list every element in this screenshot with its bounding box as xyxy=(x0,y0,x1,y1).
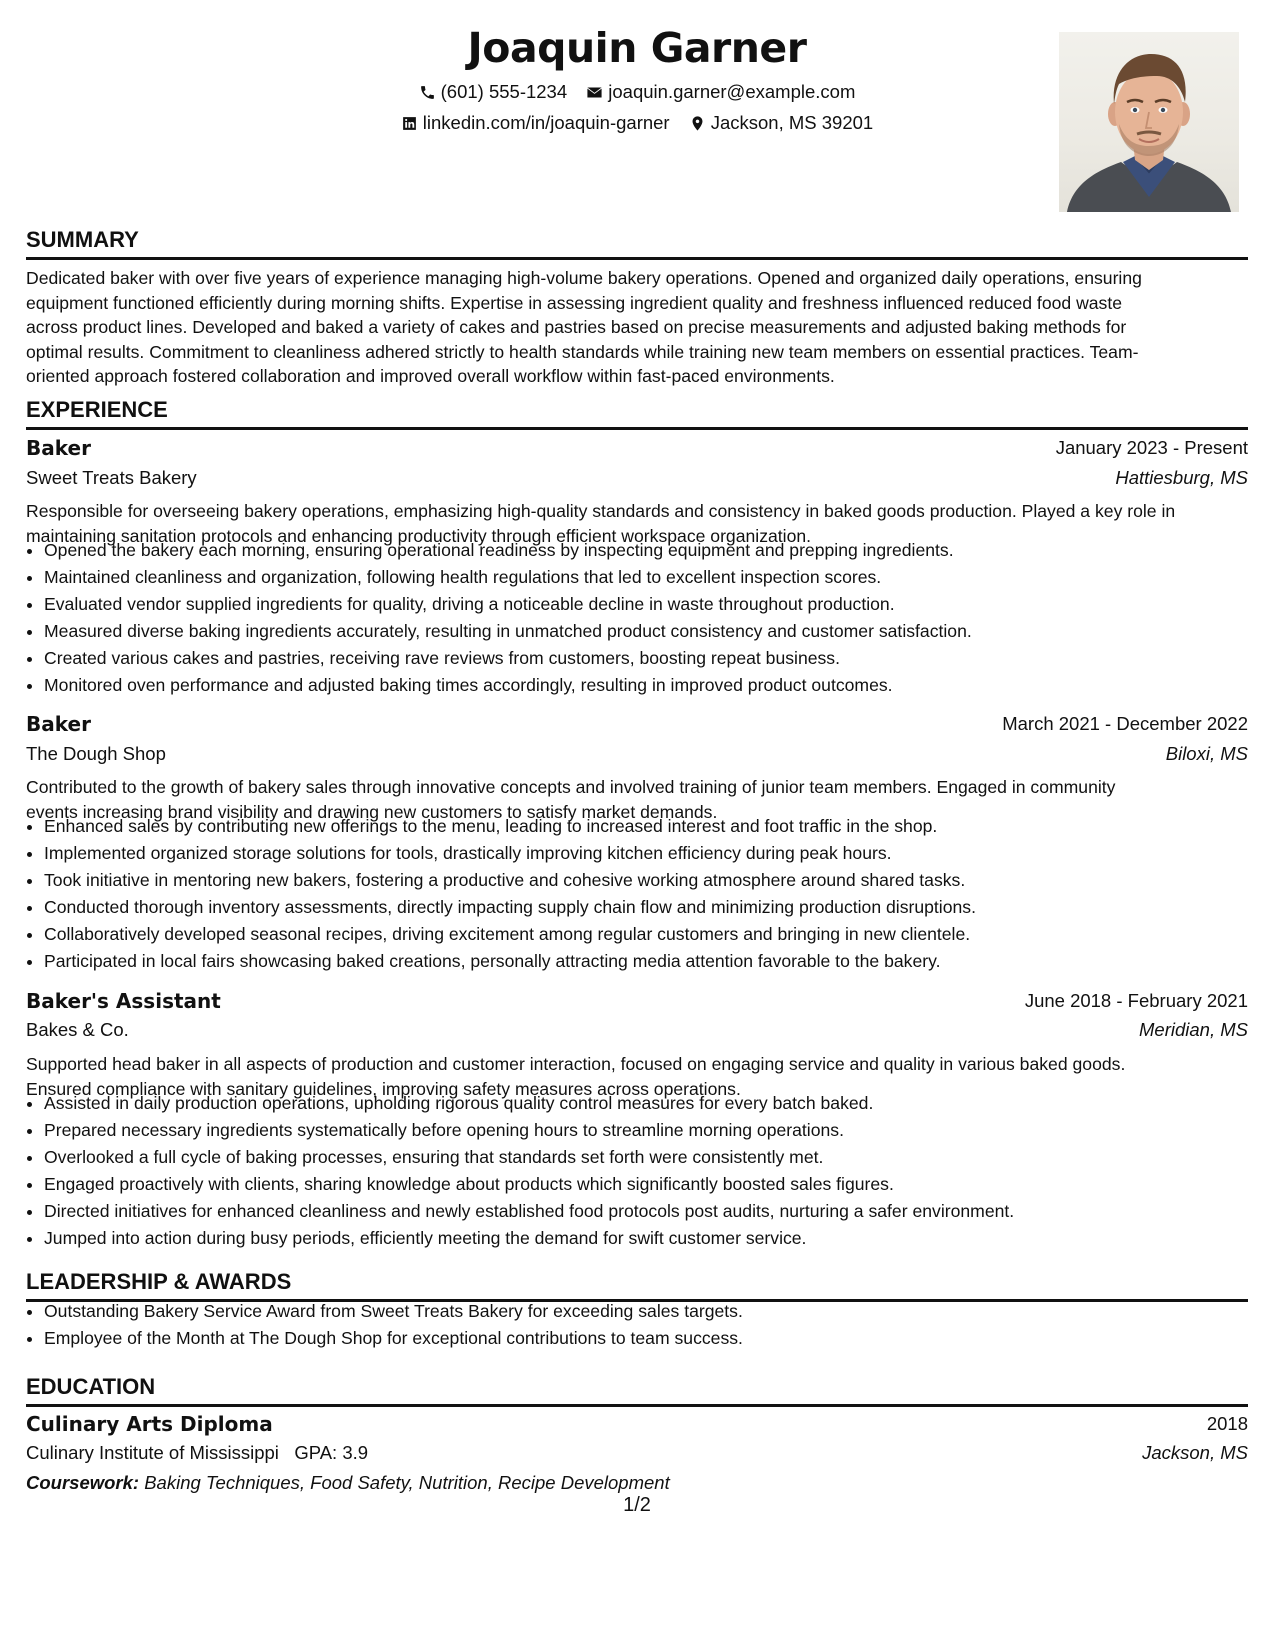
awards-list xyxy=(26,1298,1266,1352)
list-item: • Maintained cleanliness and organization, following health regulations that led to excellent inspection scores. xyxy=(44,564,1266,591)
location-contact xyxy=(689,111,873,135)
job-location: Hattiesburg, MS xyxy=(1115,467,1248,488)
school-name: Culinary Institute of Mississippi xyxy=(26,1442,279,1463)
job-title: Baker xyxy=(26,436,91,460)
job-dates: June 2018 - February 2021 xyxy=(1024,990,1248,1011)
job-description: Contributed to the growth of bakery sales through innovative concepts and involved training of junior team members. Engaged in community events increasing brand visibility and drawing new customers to satisfy market demands. xyxy=(26,777,1116,822)
envelope-icon xyxy=(586,84,603,101)
linkedin-contact[interactable] xyxy=(401,111,670,135)
phone-icon xyxy=(419,84,436,101)
gpa: GPA: 3.9 xyxy=(294,1442,369,1463)
job-title: Baker's Assistant xyxy=(26,989,221,1013)
list-item: • Jumped into action during busy periods, efficiently meeting the demand for swift customer service. xyxy=(44,1225,1266,1252)
list-item: • Took initiative in mentoring new bakers, fostering a productive and cohesive working atmosphere around shared tasks. xyxy=(44,867,1266,894)
list-item: • Directed initiatives for enhanced cleanliness and newly established food protocols post audits, nurturing a safer environment. xyxy=(44,1198,1266,1225)
phone-contact[interactable] xyxy=(419,80,568,104)
list-item: • Participated in local fairs showcasing baked creations, personally attracting media attention favorable to the bakery. xyxy=(44,948,1266,975)
list-item: • Outstanding Bakery Service Award from Sweet Treats Bakery for exceeding sales targets. xyxy=(44,1298,1266,1325)
linkedin-text: linkedin.com/in/joaquin-garner xyxy=(422,112,670,133)
awards-heading: LEADERSHIP & AWARDS xyxy=(26,1268,1248,1302)
list-item: • Monitored oven performance and adjusted baking times accordingly, resulting in improved product outcomes. xyxy=(44,672,1266,699)
list-item: • Opened the bakery each morning, ensuring operational readiness by inspecting equipment and prepping ingredients. xyxy=(44,537,1266,564)
profile-photo xyxy=(1059,32,1239,212)
summary-heading: SUMMARY xyxy=(26,226,1248,260)
job-company: Sweet Treats Bakery xyxy=(26,467,197,488)
list-item: • Measured diverse baking ingredients accurately, resulting in unmatched product consistency and customer satisfaction. xyxy=(44,618,1266,645)
list-item: • Assisted in daily production operations, upholding rigorous quality control measures for every batch baked. xyxy=(44,1090,1266,1117)
summary-text: Dedicated baker with over five years of experience managing high-volume bakery operations. Opened and organized daily operations, ensuring equipment functioned efficiently during morning shifts. Expertise in assessing ingredient quality and freshness influenced reduced food waste across product lines. Developed and baked a variety of cakes and pastries based on precise measurements and adjusted baking methods for optimal results. Commitment to cleanliness adhered strictly to health standards while training new team members on essential practices. Team- oriented approach fostered collaboration and improved overall workflow within fast-paced environments. xyxy=(26,268,1142,386)
degree-title: Culinary Arts Diploma xyxy=(26,1412,273,1436)
job-company: The Dough Shop xyxy=(26,743,166,764)
school-location: Jackson, MS xyxy=(1142,1442,1248,1463)
job-description: Responsible for overseeing bakery operations, emphasizing high-quality standards and consistency in baked goods production. Played a key role in maintaining sanitation protocols and enhancing productivity through efficient workspace organization. xyxy=(26,501,1176,546)
job-company: Bakes & Co. xyxy=(26,1019,129,1040)
job-dates: March 2021 - December 2022 xyxy=(1002,713,1248,734)
list-item: • Overlooked a full cycle of baking processes, ensuring that standards set forth were consistently met. xyxy=(44,1144,1266,1171)
job-bullets xyxy=(26,1090,1266,1252)
list-item: • Implemented organized storage solutions for tools, drastically improving kitchen efficiency during peak hours. xyxy=(44,840,1266,867)
list-item: • Engaged proactively with clients, sharing knowledge about products which significantly boosted sales figures. xyxy=(44,1171,1266,1198)
list-item: • Evaluated vendor supplied ingredients for quality, driving a noticeable decline in waste throughout production. xyxy=(44,591,1266,618)
coursework-label: Coursework: xyxy=(26,1472,140,1493)
job-bullets xyxy=(26,813,1266,975)
list-item: • Prepared necessary ingredients systematically before opening hours to streamline morning operations. xyxy=(44,1117,1266,1144)
job-title: Baker xyxy=(26,712,91,736)
coursework-list: Baking Techniques, Food Safety, Nutrition, Recipe Development xyxy=(144,1472,670,1493)
map-pin-icon xyxy=(689,115,706,132)
list-item: • Employee of the Month at The Dough Shop for exceptional contributions to team success. xyxy=(44,1325,1266,1352)
resume-page xyxy=(26,0,1248,1650)
job-description: Supported head baker in all aspects of production and customer interaction, focused on engaging service and quality in various baked goods. Ensured compliance with sanitary guidelines, improving safety measures across operations. xyxy=(26,1054,1126,1099)
list-item: • Created various cakes and pastries, receiving rave reviews from customers, boosting repeat business. xyxy=(44,645,1266,672)
graduation-year: 2018 xyxy=(1206,1413,1248,1434)
list-item: • Collaboratively developed seasonal recipes, driving excitement among regular customers and bringing in new clientele. xyxy=(44,921,1266,948)
job-bullets xyxy=(26,537,1266,699)
experience-heading: EXPERIENCE xyxy=(26,396,1248,430)
avatar xyxy=(1059,32,1239,212)
job-location: Biloxi, MS xyxy=(1165,743,1248,764)
candidate-name: Joaquin Garner xyxy=(467,24,807,72)
list-item: • Enhanced sales by contributing new offerings to the menu, leading to increased interest and foot traffic in the shop. xyxy=(44,813,1266,840)
linkedin-icon xyxy=(401,115,418,132)
education-heading: EDUCATION xyxy=(26,1373,1248,1407)
page-number: 1/2 xyxy=(623,1494,651,1516)
school-info xyxy=(26,1440,368,1466)
phone-text: (601) 555-1234 xyxy=(440,81,568,102)
location-text: Jackson, MS 39201 xyxy=(710,112,874,133)
email-contact[interactable] xyxy=(586,80,855,104)
job-dates: January 2023 - Present xyxy=(1055,437,1248,458)
email-text: joaquin.garner@example.com xyxy=(608,81,856,102)
list-item: • Conducted thorough inventory assessments, directly impacting supply chain flow and minimizing production disruptions. xyxy=(44,894,1266,921)
job-location: Meridian, MS xyxy=(1139,1019,1248,1040)
